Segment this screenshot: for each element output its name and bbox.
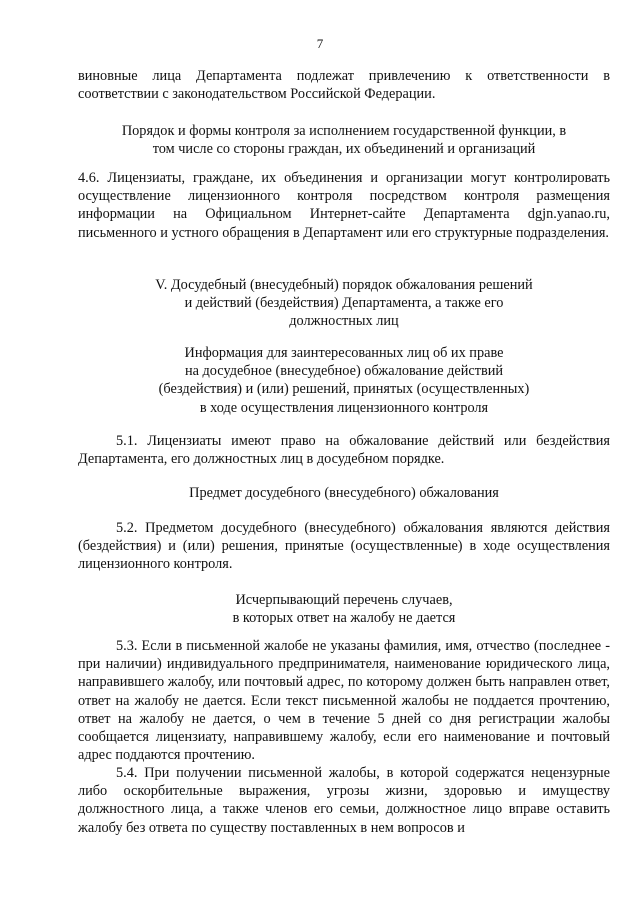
- paragraph-4-6: 4.6. Лицензиаты, граждане, их объединения и организации могут контролировать осуществление лицензионного контроля посредством контроля размещения информации на Официальном Интернет-сайте Департамента dgjn.yanao.ru, письменного и устного обращения в Департамент или его структурные подразделения.: [78, 170, 610, 241]
- heading-subject: Предмет досудебного (внесудебного) обжалования: [189, 485, 499, 501]
- heading-control-line: Порядок и формы контроля за исполнением государственной функции, в: [121, 123, 567, 139]
- heading-exhaustive-list: [78, 591, 610, 627]
- heading-exhaustive-list-line: в которых ответ на жалобу не дается: [232, 610, 456, 627]
- heading-section-v-line: V. Досудебный (внесудебный) порядок обжалования решений: [155, 277, 533, 293]
- heading-section-v: [78, 276, 610, 331]
- paragraph-5-2: 5.2. Предметом досудебного (внесудебного) обжалования являются действия (бездействия) и (или) решения, принятые (осуществленные) в ходе осуществления лицензионного контроля.: [78, 520, 610, 573]
- paragraph-5-1: 5.1. Лицензиаты имеют право на обжалование действий или бездействия Департамента, его должностных лиц в досудебном порядке.: [78, 433, 610, 468]
- heading-information-line: (бездействия) и (или) решений, принятых (осуществленных): [158, 381, 530, 398]
- heading-information-line: на досудебное (внесудебное) обжалование действий: [184, 363, 504, 380]
- heading-section-v-line: и действий (бездействия) Департамента, а также его: [184, 295, 504, 312]
- heading-section-v-line: должностных лиц: [289, 313, 399, 330]
- heading-control: [78, 122, 610, 158]
- heading-exhaustive-list-line: Исчерпывающий перечень случаев,: [235, 592, 453, 608]
- paragraph-liability: виновные лица Департамента подлежат привлечению к ответственности в соответствии с законодательством Российской Федерации.: [78, 68, 610, 103]
- paragraph-5-3: 5.3. Если в письменной жалобе не указаны фамилия, имя, отчество (последнее - при наличии) индивидуального предпринимателя, наименование юридического лица, направившего жалобу, или почтовый адрес, по которому должен быть направлен ответ, ответ на жалобу не дается. Если текст письменной жалобы не поддается прочтению, ответ на жалобу не дается, о чем в течение 5 дней со дня регистрации жалобы сообщается лицензиату, направившему жалобу, если его наименование и почтовый адрес поддаются прочтению.: [78, 638, 610, 764]
- heading-information-line: Информация для заинтересованных лиц об их праве: [184, 345, 504, 361]
- heading-control-line: том числе со стороны граждан, их объединений и организаций: [152, 141, 536, 158]
- heading-information-line: в ходе осуществления лицензионного контроля: [199, 399, 489, 416]
- page-number: 7: [316, 36, 324, 51]
- heading-information: [78, 344, 610, 417]
- paragraph-5-4: 5.4. При получении письменной жалобы, в которой содержатся нецензурные либо оскорбительные выражения, угрозы жизни, здоровью и имуществу должностного лица, а также членов его семьи, должностное лицо вправе оставить жалобу без ответа по существу поставленных в нем вопросов и: [78, 765, 610, 836]
